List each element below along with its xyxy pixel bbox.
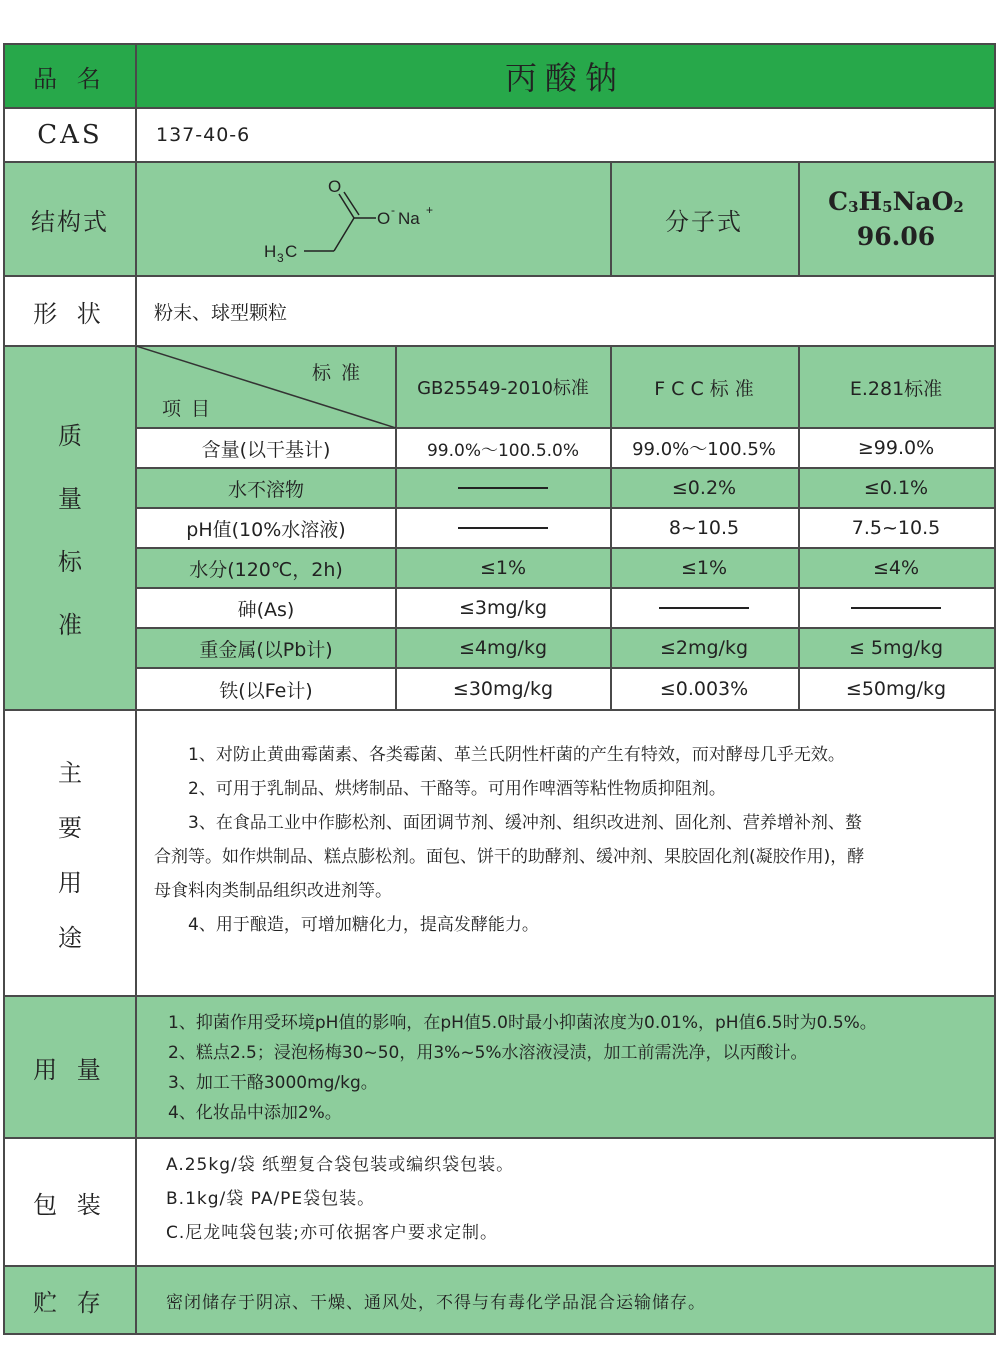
table-cell-fcc: ≤0.2% bbox=[671, 477, 737, 499]
table-row-item: 水不溶物 bbox=[227, 478, 304, 501]
table-cell-gb: 99.0%～100.5.0% bbox=[426, 440, 580, 461]
formula-label: 分子式 bbox=[665, 207, 743, 236]
cas-number: 137-40-6 bbox=[156, 124, 251, 146]
form-label: 形 状 bbox=[33, 299, 107, 328]
table-cell-fcc-empty-dash bbox=[610, 588, 798, 628]
table-cell-gb-empty-dash bbox=[396, 468, 610, 508]
table-cell-gb: ≤4mg/kg bbox=[458, 637, 548, 659]
subscript-three: 3 bbox=[277, 251, 284, 265]
table-cell-e281: 7.5~10.5 bbox=[851, 517, 941, 539]
structural-formula bbox=[136, 162, 610, 276]
molecular-formula-block bbox=[798, 162, 994, 276]
charge-minus: - bbox=[391, 203, 395, 217]
atom-oxygen-top: O bbox=[328, 177, 342, 196]
uses-line: 1、对防止黄曲霉菌素、各类霉菌、革兰氏阴性杆菌的产生有特效，而对酵母几乎无效。 bbox=[188, 745, 845, 765]
table-cell-e281-empty-dash bbox=[798, 588, 994, 628]
header-standard: 标 准 bbox=[312, 362, 363, 384]
table-cell-e281: ≥99.0% bbox=[857, 437, 935, 459]
table-row-item: 重金属(以Pb计) bbox=[199, 638, 333, 661]
table-cell-fcc: 99.0%～100.5% bbox=[632, 439, 776, 460]
table-row-item: 砷(As) bbox=[237, 598, 295, 621]
dosage-label: 用 量 bbox=[33, 1055, 107, 1084]
table-row-item: 水分(120℃，2h) bbox=[189, 558, 343, 581]
table-cell-fcc: 8~10.5 bbox=[668, 517, 740, 539]
header-gb-standard: GB25549-2010标准 bbox=[417, 378, 589, 399]
table-row-item: 铁(以Fe计) bbox=[219, 679, 313, 702]
table-cell-gb: ≤3mg/kg bbox=[458, 597, 548, 619]
main-uses-label: 主 要 用 途 bbox=[58, 759, 82, 952]
packaging-line: C.尼龙吨袋包装;亦可依据客户要求定制。 bbox=[166, 1223, 499, 1243]
header-e281-standard: E.281标准 bbox=[849, 377, 943, 400]
table-cell-fcc: ≤1% bbox=[680, 557, 728, 579]
molecular-formula: $C_3H_5NaO_2$ bbox=[828, 187, 964, 216]
quality-standard-label: 质 量 标 准 bbox=[58, 422, 82, 639]
header-fcc-standard: F C C 标 准 bbox=[654, 377, 754, 400]
table-cell-gb: ≤1% bbox=[479, 557, 527, 579]
table-cell-gb-empty-dash bbox=[396, 508, 610, 548]
atom-oxygen-side: O bbox=[377, 209, 391, 228]
dosage-line: 4、化妆品中添加2%。 bbox=[168, 1103, 342, 1123]
dosage-line: 1、抑菌作用受环境pH值的影响，在pH值5.0时最小抑菌浓度为0.01%，pH值6.5时为0.5%。 bbox=[168, 1013, 877, 1033]
table-cell-fcc: ≤2mg/kg bbox=[659, 637, 749, 659]
table-cell-gb: ≤30mg/kg bbox=[452, 678, 554, 700]
table-cell-e281: ≤ 5mg/kg bbox=[848, 637, 944, 659]
uses-line: 母食料肉类制品组织改进剂等。 bbox=[154, 881, 392, 901]
atom-sodium: Na bbox=[398, 209, 420, 228]
packaging-label: 包 装 bbox=[33, 1190, 107, 1219]
atom-hydrogen: H bbox=[264, 242, 277, 261]
table-cell-e281: ≤4% bbox=[872, 557, 920, 579]
dosage-line: 3、加工干酪3000mg/kg。 bbox=[168, 1073, 378, 1093]
atom-carbon: C bbox=[285, 242, 298, 261]
table-cell-fcc: ≤0.003% bbox=[659, 678, 749, 700]
dosage-text bbox=[168, 1008, 988, 1128]
packaging-line: A.25kg/袋 纸塑复合袋包装或编织袋包装。 bbox=[166, 1155, 515, 1175]
uses-line: 2、可用于乳制品、烘烤制品、干酪等。可用作啤酒等粘性物质抑阻剂。 bbox=[188, 779, 726, 799]
uses-line: 3、在食品工业中作膨松剂、面团调节剂、缓冲剂、组织改进剂、固化剂、营养增补剂、螯 bbox=[188, 813, 862, 833]
table-cell-e281: ≤0.1% bbox=[863, 477, 929, 499]
product-name-label: 品 名 bbox=[33, 64, 107, 93]
molar-mass: 96.06 bbox=[856, 222, 936, 251]
packaging-line: B.1kg/袋 PA/PE袋包装。 bbox=[166, 1189, 376, 1209]
uses-line: 合剂等。如作烘制品、糕点膨松剂。面包、饼干的助酵剂、缓冲剂、果胶固化剂(凝胶作用)，酵 bbox=[154, 847, 865, 867]
structure-label: 结构式 bbox=[31, 207, 109, 236]
table-row-item: pH值(10%水溶液) bbox=[186, 518, 346, 541]
uses-line: 4、用于酿造，可增加糖化力，提高发酵能力。 bbox=[188, 915, 539, 935]
header-item: 项 目 bbox=[162, 398, 213, 420]
storage-label: 贮 存 bbox=[33, 1288, 107, 1317]
diagonal-header-cell bbox=[136, 346, 396, 428]
cas-label: CAS bbox=[37, 120, 103, 150]
table-row-item: 含量(以干基计) bbox=[201, 438, 331, 461]
main-uses-text bbox=[154, 738, 984, 942]
packaging-text bbox=[166, 1148, 986, 1250]
charge-plus: + bbox=[426, 203, 434, 217]
table-cell-e281: ≤50mg/kg bbox=[845, 678, 947, 700]
product-name-value: 丙酸钠 bbox=[504, 59, 625, 97]
dosage-line: 2、糕点2.5；浸泡杨梅30~50，用3%~5%水溶液浸渍，加工前需洗净，以丙酸计。 bbox=[168, 1043, 808, 1063]
storage-text: 密闭储存于阴凉、干燥、通风处，不得与有毒化学品混合运输储存。 bbox=[166, 1292, 706, 1313]
form-value: 粉末、球型颗粒 bbox=[154, 301, 288, 324]
